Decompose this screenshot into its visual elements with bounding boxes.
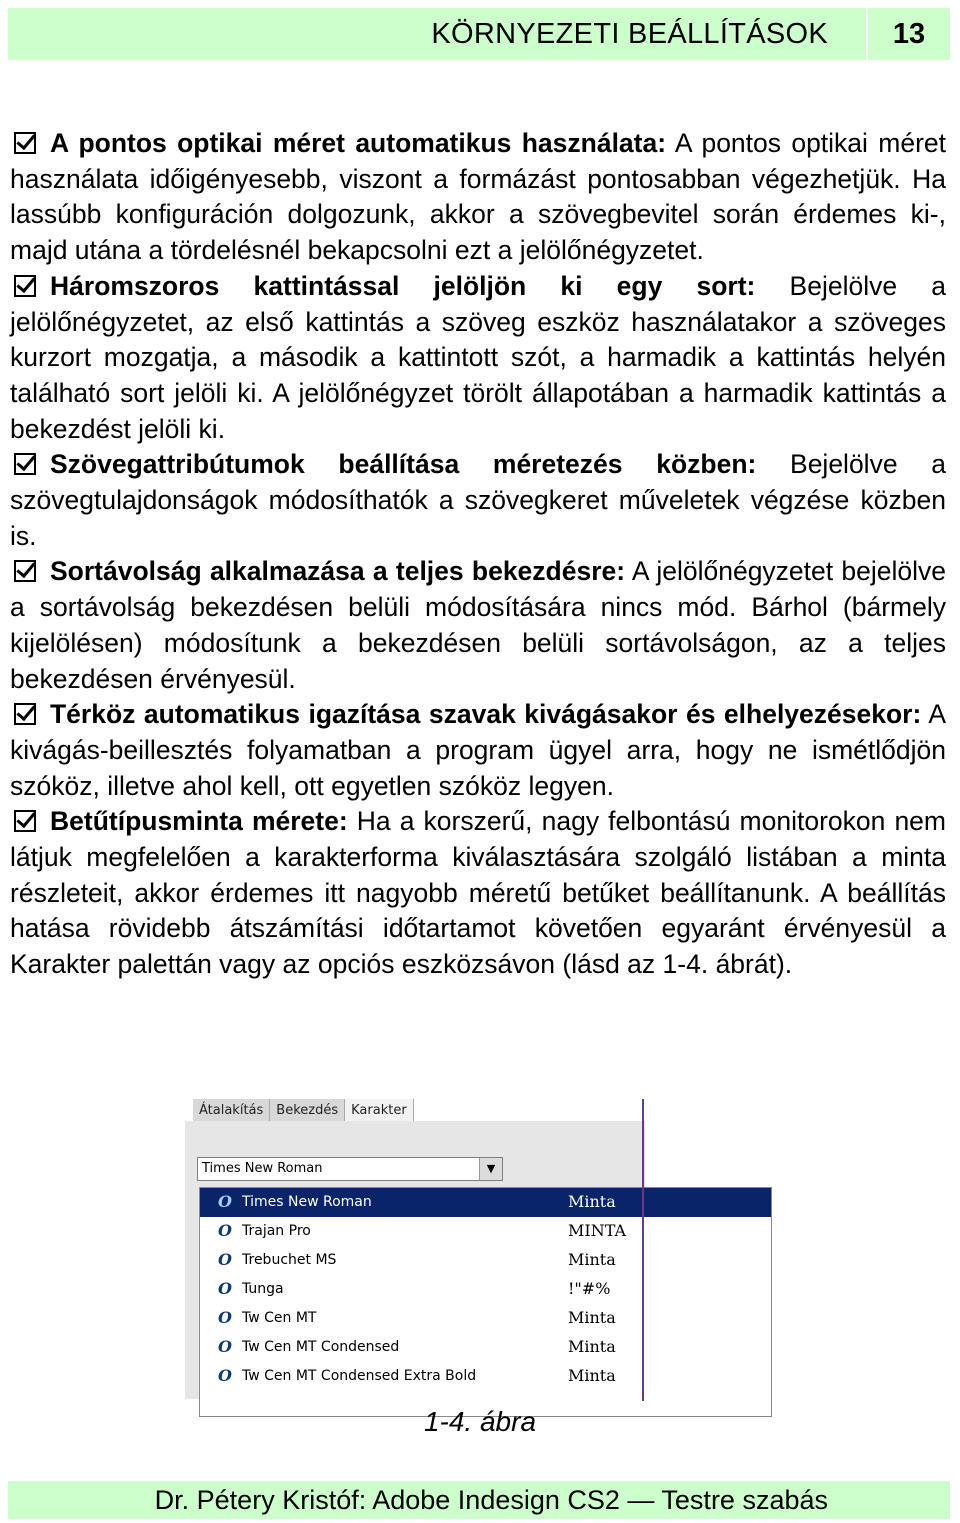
option-description: Ha a korszerű, nagy felbontású monitorokon nem látjuk megfelelően a karakterforma kiválasztására szolgáló listában a minta részleteit, akkor érdemes itt nagyobb méretű betűket beállítanunk. A beállítás hatása rövidebb átszámítási időtartamot követően egyaránt érvényesül a Karakter palettán vagy az opciós eszközsávon (lásd az 1-4. ábrát). xyxy=(10,806,946,980)
option-description: Bejelölve a szövegtulajdonságok módosíthatók a szövegkeret műveletek végzése közben is. xyxy=(10,449,946,551)
font-menu-screenshot xyxy=(185,1099,645,1399)
checkbox-checked-icon xyxy=(14,453,36,475)
font-name: Tw Cen MT Condensed xyxy=(242,1339,400,1355)
opentype-font-icon: O xyxy=(218,1192,232,1211)
option-description: A jelölőnégyzetet bejelölve a sortávolság bekezdésen belüli módosítására nincs mód. Bárhol (bármely kijelölésen) módosítunk a bekezdésen belüli sortávolságon, az a teljes bekezdésen érvényesül. xyxy=(10,556,946,694)
checkbox-checked-icon xyxy=(14,560,36,582)
tab-character[interactable]: Karakter xyxy=(345,1099,414,1125)
figure-caption: 1-4. ábra xyxy=(423,1406,537,1437)
body-text xyxy=(10,126,946,983)
font-name: Tunga xyxy=(242,1281,284,1297)
option-title: Háromszoros kattintással jelöljön ki egy sort: xyxy=(50,270,756,301)
chevron-down-icon[interactable]: ▼ xyxy=(479,1158,502,1180)
option-paragraph xyxy=(10,697,946,804)
font-list-item[interactable] xyxy=(200,1304,771,1333)
page-footer: Dr. Pétery Kristóf: Adobe Indesign CS2 — Testre szabás xyxy=(8,1481,950,1519)
font-sample: Minta xyxy=(568,1308,616,1327)
checkbox-checked-icon xyxy=(14,810,36,832)
chapter-title: KÖRNYEZETI BEÁLLÍTÁSOK xyxy=(431,18,828,50)
option-description: Bejelölve a jelölőnégyzetet, az első kattintás a szöveg eszköz használatakor a szöveges kurzort mozgatja, a második a kattintott szót, a harmadik a kattintás helyén található sort jelöli ki. A jelölőnégyzet törölt állapotában a harmadik kattintás a bekezdést jelöli ki. xyxy=(10,270,946,444)
font-list xyxy=(199,1187,772,1417)
font-list-item[interactable] xyxy=(200,1275,771,1304)
option-title: Szövegattribútumok beállítása méretezés közben: xyxy=(50,449,757,480)
option-paragraph xyxy=(10,804,946,983)
option-paragraph xyxy=(10,126,946,269)
font-sample: Minta xyxy=(568,1337,616,1356)
checkbox-checked-icon xyxy=(14,703,36,725)
option-paragraph xyxy=(10,447,946,554)
font-sample: !"#% xyxy=(568,1279,611,1298)
opentype-font-icon: O xyxy=(218,1337,232,1356)
option-description: A pontos optikai méret használata időigényesebb, viszont a formázást pontosabban végezhetjük. Ha lassúbb konfiguráción dolgozunk, akkor a szövegbevitel során érdemes ki-, majd utána a tördelésnél bekapcsolni ezt a jelölőnégyzetet. xyxy=(10,128,946,266)
font-list-item[interactable] xyxy=(200,1188,771,1217)
frame-edge-line xyxy=(642,1099,644,1401)
font-sample: Minta xyxy=(568,1250,616,1269)
font-sample: Minta xyxy=(568,1366,616,1385)
font-sample: Minta xyxy=(568,1192,616,1211)
font-name: Trajan Pro xyxy=(242,1223,311,1239)
font-family-value: Times New Roman xyxy=(202,1161,323,1176)
font-name: Trebuchet MS xyxy=(242,1252,337,1268)
font-list-item[interactable] xyxy=(200,1362,771,1391)
font-list-item[interactable] xyxy=(200,1333,771,1362)
option-title: A pontos optikai méret automatikus használata: xyxy=(50,128,667,158)
opentype-font-icon: O xyxy=(218,1279,232,1298)
tab-paragraph[interactable]: Bekezdés xyxy=(270,1099,345,1125)
font-name: Tw Cen MT Condensed Extra Bold xyxy=(242,1368,477,1384)
opentype-font-icon: O xyxy=(218,1250,232,1269)
font-name: Times New Roman xyxy=(242,1194,372,1210)
option-title: Betűtípusminta mérete: xyxy=(50,806,348,837)
option-paragraph xyxy=(10,269,946,448)
checkbox-checked-icon xyxy=(14,275,36,297)
option-title: Térköz automatikus igazítása szavak kivágásakor és elhelyezésekor: xyxy=(50,699,922,730)
option-description: A kivágás-beillesztés folyamatban a program ügyel arra, hogy ne ismétlődjön szóköz, illetve ahol kell, ott egyetlen szóköz legyen. xyxy=(10,699,946,801)
font-list-item[interactable] xyxy=(200,1217,771,1246)
font-name: Tw Cen MT xyxy=(242,1310,317,1326)
page-number: 13 xyxy=(892,18,926,50)
checkbox-checked-icon xyxy=(14,132,36,154)
font-list-item[interactable] xyxy=(200,1246,771,1275)
page-header xyxy=(8,8,950,60)
font-family-select[interactable] xyxy=(197,1157,503,1181)
opentype-font-icon: O xyxy=(218,1308,232,1327)
opentype-font-icon: O xyxy=(218,1221,232,1240)
tab-transform[interactable]: Átalakítás xyxy=(193,1099,270,1125)
font-sample: MINTA xyxy=(568,1221,627,1240)
option-title: Sortávolság alkalmazása a teljes bekezdésre: xyxy=(50,556,626,587)
option-paragraph xyxy=(10,554,946,697)
opentype-font-icon: O xyxy=(218,1366,232,1385)
